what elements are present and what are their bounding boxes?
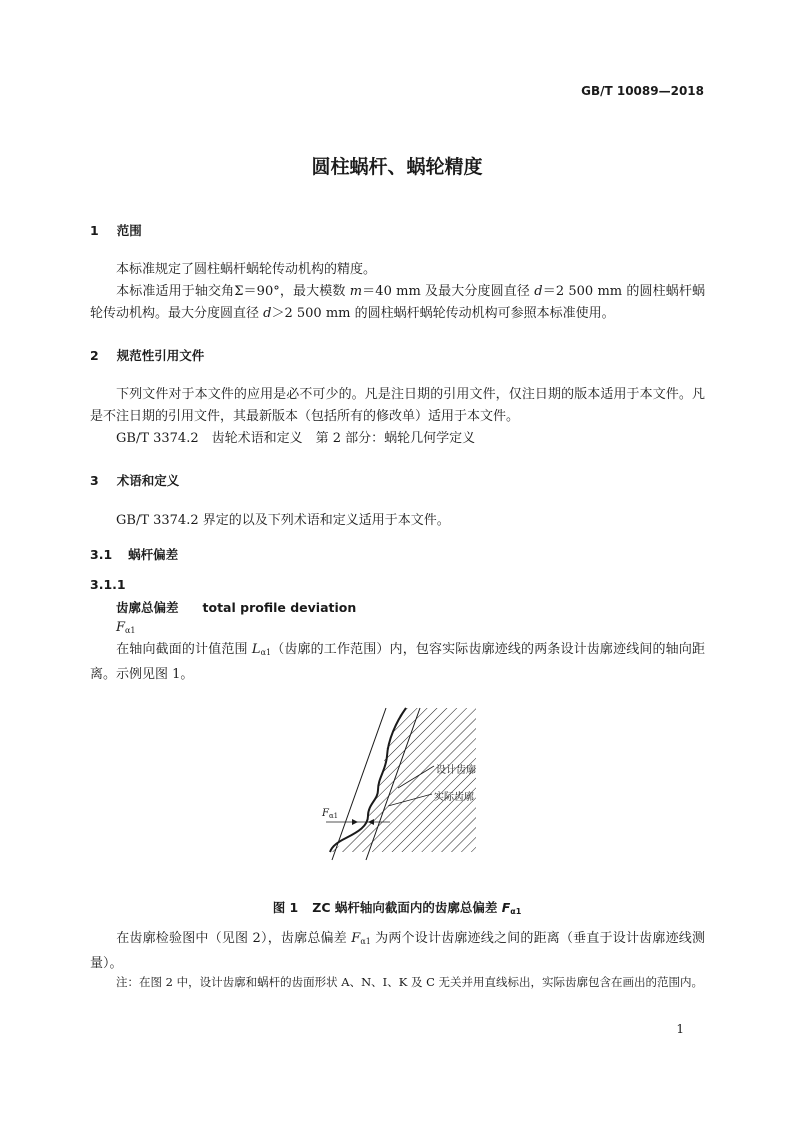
section-2-paragraph-1 <box>90 384 705 428</box>
section-1-heading <box>90 221 142 239</box>
section-2-reference <box>90 428 705 450</box>
figure-caption-number: 图 1 <box>272 900 299 915</box>
figure-1-diagram <box>316 700 486 872</box>
term-3-1-1-definition <box>90 639 705 686</box>
definition-part-a: 在轴向截面的计值范围 <box>116 642 252 657</box>
figure-2-paragraph <box>90 928 705 975</box>
figure-1-caption <box>0 898 794 916</box>
section-1-paragraph-1 <box>90 259 705 281</box>
term-3-1-1-number: 3.1.1 <box>90 577 126 592</box>
term-3-1-1-name <box>116 598 356 616</box>
section-3-p1-text: GB/T 3374.2 界定的以及下列术语和定义适用于本文件。 <box>116 513 450 528</box>
symbol-d-2: d <box>263 306 272 321</box>
label-actual-profile: 实际齿廓 <box>434 792 474 803</box>
section-3-1-number: 3.1 <box>90 547 113 562</box>
para-after-part-a: 在齿廓检验图中（见图 2），齿廓总偏差 <box>116 931 352 946</box>
para-after-subscript: α1 <box>360 937 371 946</box>
reference-gbt-3374-2: GB/T 3374.2 齿轮术语和定义 第 2 部分：蜗轮几何学定义 <box>116 431 476 446</box>
section-3-heading <box>90 471 179 489</box>
section-2-number: 2 <box>90 348 99 363</box>
term-zh: 齿廓总偏差 <box>116 600 179 615</box>
page-title: 圆柱蜗杆、蜗轮精度 <box>311 156 483 178</box>
para-after-symbol: F <box>351 931 361 946</box>
tooth-material-hatch <box>330 708 476 852</box>
figure-dim-subscript: α1 <box>328 812 339 820</box>
p2-part-e: ＞2 500 mm 的圆柱蜗杆蜗轮传动机构可参照本标准使用。 <box>271 306 615 321</box>
symbol-l: L <box>251 642 261 657</box>
figure-caption-symbol: F <box>501 900 511 915</box>
section-2-title: 规范性引用文件 <box>116 348 205 363</box>
symbol-m: m <box>349 284 363 299</box>
label-design-profile: 设计齿廓 <box>436 765 476 776</box>
figure-dimension-label <box>322 808 338 820</box>
section-1-p1-text: 本标准规定了圆柱蜗杆蜗轮传动机构的精度。 <box>116 262 377 277</box>
section-1-title: 范围 <box>116 223 142 238</box>
f-dimension-arrow-left <box>352 819 358 825</box>
note-text: 注：在图 2 中，设计齿廓和蜗杆的齿面形状 A、N、I、K 及 C 无关并用直线标出，实际齿廓包含在画出的范围内。 <box>116 975 704 989</box>
section-1-number: 1 <box>90 223 99 238</box>
term-3-1-1-symbol <box>116 617 136 641</box>
p2-part-a: 本标准适用于轴交角Σ＝90°，最大模数 <box>116 284 350 299</box>
symbol-d: d <box>534 284 543 299</box>
p2-part-c: ＝2 500 mm 的圆柱蜗杆蜗轮传动机构。最大分度圆直径 <box>90 284 705 321</box>
section-3-number: 3 <box>90 473 99 488</box>
section-3-title: 术语和定义 <box>116 473 180 488</box>
section-2-heading <box>90 346 204 364</box>
section-2-p1-text: 下列文件对于本文件的应用是必不可少的。凡是注日期的引用文件，仅注日期的版本适用于本文件。凡是不注日期的引用文件，其最新版本（包括所有的修改单）适用于本文件。 <box>90 387 705 424</box>
section-1-paragraph-2 <box>90 281 705 325</box>
symbol-f-subscript: α1 <box>125 626 136 635</box>
para-after-part-b: 为两个设计齿廓迹线之间的距离（垂直于设计齿廓迹线测量）。 <box>90 931 705 971</box>
term-en: total profile deviation <box>202 600 357 615</box>
standard-number: GB/T 10089—2018 <box>581 84 704 98</box>
figure-caption-text: ZC 蜗杆轴向截面内的齿廓总偏差 <box>312 900 502 915</box>
p2-part-b: ＝40 mm 及最大分度圆直径 <box>362 284 535 299</box>
section-3-paragraph-1 <box>90 510 705 532</box>
definition-part-b: （齿廓的工作范围）内，包容实际齿廓迹线的两条设计齿廓迹线间的轴向距离。示例见图 1。 <box>90 642 705 682</box>
section-3-1-heading <box>90 545 178 563</box>
symbol-l-subscript: α1 <box>260 648 272 657</box>
figure-caption-subscript: α1 <box>510 907 522 916</box>
figure-dim-symbol: F <box>322 808 329 819</box>
symbol-f: F <box>116 620 126 635</box>
section-3-1-title: 蜗杆偏差 <box>128 547 179 562</box>
page-number: 1 <box>676 1022 684 1036</box>
